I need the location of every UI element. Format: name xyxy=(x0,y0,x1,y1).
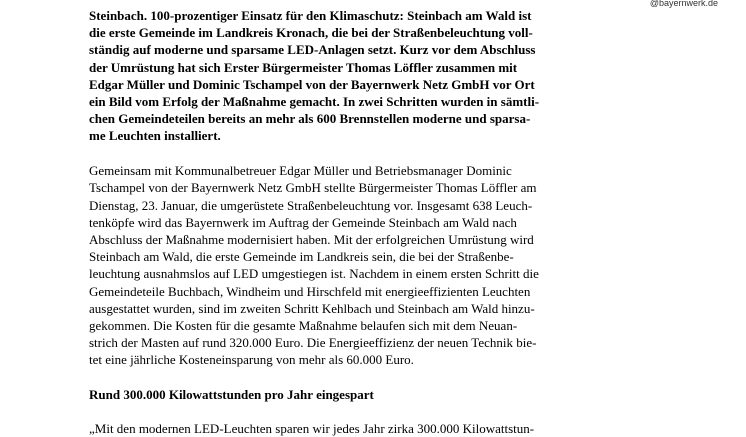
lead-line: die erste Gemeinde im Landkreis Kronach, die bei der Straßenbeleuchtung voll- xyxy=(89,25,533,41)
lead-line: Steinbach. 100-prozentiger Einsatz für den Klimaschutz: Steinbach am Wald ist xyxy=(89,8,532,23)
body-line: tet eine jährliche Kosteneinsparung von mehr als 60.000 Euro. xyxy=(89,352,414,368)
quote-paragraph xyxy=(89,420,557,437)
lead-line: ein Bild vom Erfolg der Maßnahme gemacht. In zwei Schritten wurden in sämtli- xyxy=(89,94,540,110)
body-line: strich der Masten auf rund 320.000 Euro. Die Energieeffizienz der neuen Technik bie- xyxy=(89,335,537,351)
body-line: Tschampel von der Bayernwerk Netz GmbH stellte Bürgermeister Thomas Löffler am xyxy=(89,180,537,196)
quote-line: „Mit den modernen LED-Leuchten sparen wir jedes Jahr zirka 300.000 Kilowattstun- xyxy=(89,421,535,437)
section-heading: Rund 300.000 Kilowattstunden pro Jahr eingespart xyxy=(89,386,374,402)
lead-paragraph xyxy=(89,7,557,145)
paragraph-spacer xyxy=(89,369,557,386)
body-paragraph xyxy=(89,162,557,368)
lead-line: Edgar Müller und Dominic Tschampel von der Bayernwerk Netz GmbH vor Ort xyxy=(89,76,535,92)
body-line: ausgestattet wurden, sind im zweiten Schritt Kehlbach und Steinbach am Wald hinzu- xyxy=(89,300,535,316)
body-line: leuchtung ausnahmslos auf LED umgestiegen ist. Nachdem in einem ersten Schritt die xyxy=(89,266,539,282)
body-line: Dienstag, 23. Januar, die umgerüstete Straßenbeleuchtung vor. Insgesamt 638 Leuch- xyxy=(89,197,533,213)
source-tag: @bayernwerk.de xyxy=(649,0,718,8)
body-line: gekommen. Die Kosten für die gesamte Maßnahme belaufen sich mit dem Neuan- xyxy=(89,317,518,333)
body-line: Gemeinsam mit Kommunalbetreuer Edgar Müller und Betriebsmanager Dominic xyxy=(89,163,512,179)
article-content xyxy=(89,7,557,437)
paragraph-spacer xyxy=(89,145,557,163)
lead-line: me Leuchten installiert. xyxy=(89,128,221,144)
lead-line: chen Gemeindeteilen bereits an mehr als 600 Brennstellen moderne und sparsa- xyxy=(89,111,531,127)
lead-line: der Umrüstung hat sich Erster Bürgermeister Thomas Löffler zusammen mit xyxy=(89,59,518,75)
body-line: Steinbach am Wald, die erste Gemeinde im Landkreis sein, die bei der Straßenbe- xyxy=(89,249,514,265)
body-line: tenköpfe wird das Bayernwerk im Auftrag der Gemeinde Steinbach am Wald nach xyxy=(89,214,517,230)
body-line: Abschluss der Maßnahme modernisiert haben. Mit der erfolgreichen Umrüstung wird xyxy=(89,231,534,247)
paragraph-spacer xyxy=(89,403,557,421)
lead-line: ständig auf moderne und sparsame LED-Anlagen setzt. Kurz vor dem Abschluss xyxy=(89,42,536,58)
body-line: Gemeindeteile Buchbach, Windheim und Hirschfeld mit energieeffizienten Leuchten xyxy=(89,283,531,299)
